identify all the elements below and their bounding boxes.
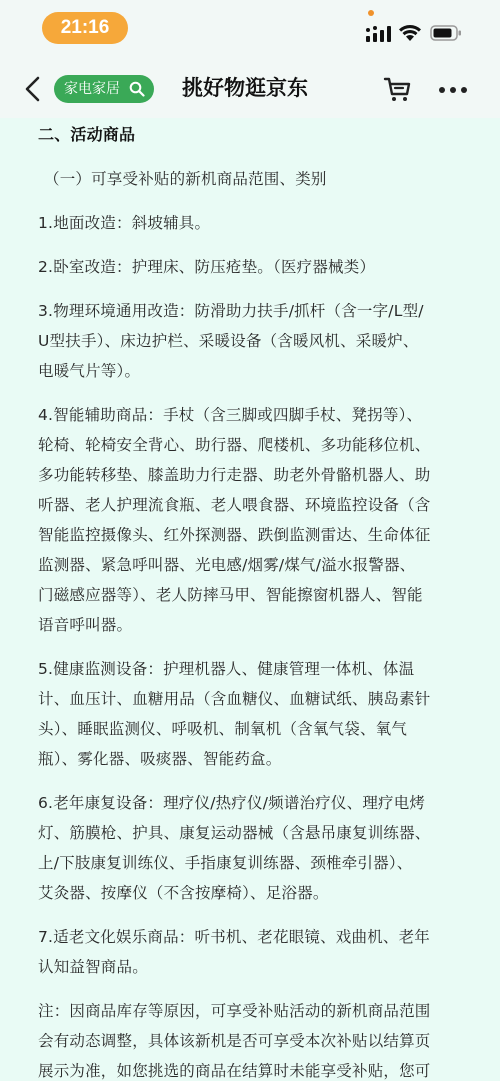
article-content (0, 118, 500, 1081)
back-icon[interactable] (22, 76, 44, 102)
battery-icon (430, 24, 462, 42)
item-7-line: 认知益智商品。 (38, 958, 148, 976)
section-subheading: （一）可享受补贴的新机商品范围、类别 (44, 170, 327, 188)
category-chip-label: 家电家居 (64, 81, 120, 97)
item-3-line: U型扶手）、床边护栏、采暖设备（含暖风机、采暖炉、 (38, 332, 419, 350)
item-3-line: 3.物理环境通用改造：防滑助力扶手/抓杆（含一字/L型/ (38, 302, 424, 320)
item-6-line: 灯、筋膜枪、护具、康复运动器械（含悬吊康复训练器、 (38, 824, 431, 842)
item-4-line: 监测器、紧急呼叫器、光电感/烟雾/煤气/溢水报警器、 (38, 556, 416, 574)
cart-icon[interactable] (382, 74, 412, 104)
status-bar (0, 0, 500, 58)
item-7-line: 7.适老文化娱乐商品：听书机、老花眼镜、戏曲机、老年 (38, 928, 430, 946)
item-5-line: 5.健康监测设备：护理机器人、健康管理一体机、体温 (38, 660, 415, 678)
section-heading: 二、活动商品 (38, 125, 136, 144)
item-6-line: 上/下肢康复训练仪、手指康复训练器、颈椎牵引器）、 (38, 854, 413, 872)
nav-bar (0, 58, 500, 118)
item-2-text: 2.卧室改造：护理床、防压疮垫。（医疗器械类） (38, 258, 376, 276)
status-time: 21:16 (42, 12, 128, 44)
item-4-line: 门磁感应器等）、老人防摔马甲、智能擦窗机器人、智能 (38, 586, 423, 604)
item-3-line: 电暖气片等）。 (38, 362, 141, 380)
category-search-chip[interactable] (54, 75, 154, 103)
item-4-line: 听器、老人护理流食瓶、老人喂食器、环境监控设备（含 (38, 496, 431, 514)
item-5-line: 头）、睡眠监测仪、呼吸机、制氧机（含氧气袋、氧气 (38, 720, 408, 738)
item-5-line: 计、血压计、血糖用品（含血糖仪、血糖试纸、胰岛素针 (38, 690, 431, 708)
item-6-line: 艾灸器、按摩仪（不含按摩椅）、足浴器。 (38, 884, 329, 902)
note-line: 注：因商品库存等原因，可享受补贴活动的新机商品范围 (38, 1002, 431, 1020)
item-1-text: 1.地面改造：斜坡辅具。 (38, 214, 211, 232)
note-line: 会有动态调整，具体该新机是否可享受本次补贴以结算页 (38, 1032, 431, 1050)
item-6-line: 6.老年康复设备：理疗仪/热疗仪/频谱治疗仪、理疗电烤 (38, 794, 426, 812)
item-4-line: 轮椅、轮椅安全背心、助行器、爬楼机、多功能移位机、 (38, 436, 431, 454)
item-4-line: 智能监控摄像头、红外探测器、跌倒监测雷达、生命体征 (38, 526, 431, 544)
item-4-line: 语音呼叫器。 (38, 616, 133, 634)
item-5-line: 瓶）、雾化器、吸痰器、智能药盒。 (38, 750, 282, 768)
privacy-indicator-dot (368, 10, 374, 16)
page-title: 挑好物逛京东 (182, 76, 308, 100)
item-4-line: 4.智能辅助商品：手杖（含三脚或四脚手杖、凳拐等）、 (38, 406, 423, 424)
search-icon (129, 81, 145, 97)
item-4-line: 多功能转移垫、膝盖助力行走器、助老外骨骼机器人、助 (38, 466, 431, 484)
wifi-icon (398, 24, 422, 42)
more-icon[interactable] (438, 86, 468, 94)
cellular-signal-icon (366, 26, 392, 42)
note-line: 展示为准，如您挑选的商品在结算时未能享受补贴，您可 (38, 1062, 431, 1080)
